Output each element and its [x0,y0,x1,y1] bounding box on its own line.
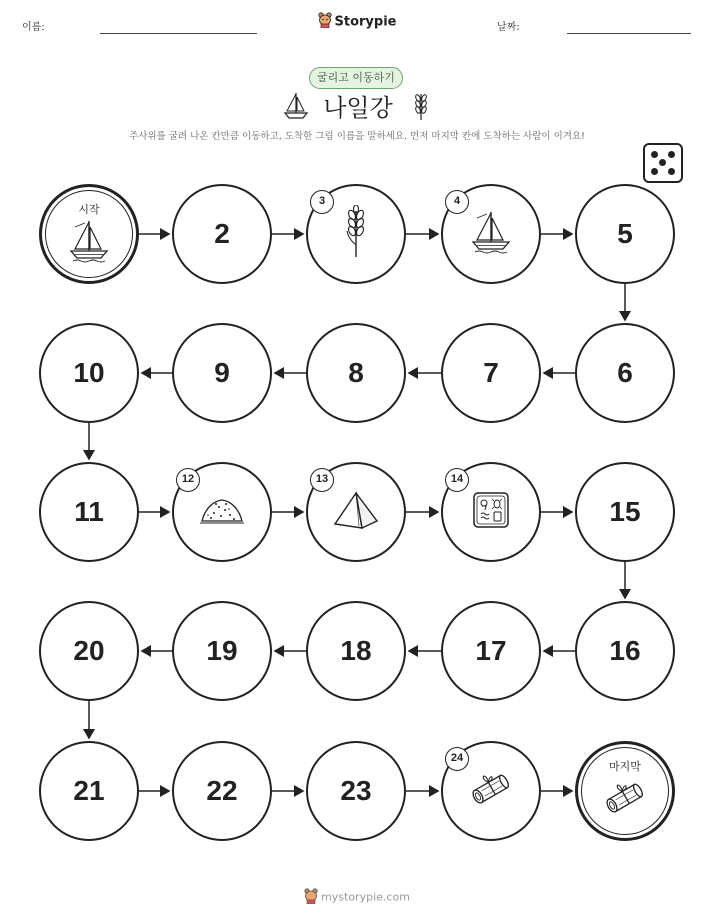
date-label: 날짜: [497,22,520,33]
board-cell-22 [172,741,272,841]
footer [0,888,714,907]
board-cell-21 [39,741,139,841]
name-label: 이름: [22,22,45,33]
cell-label: 마지막 [609,760,641,773]
cell-number: 16 [609,635,641,666]
board-cell-2 [172,184,272,284]
board-cell-17 [441,601,541,701]
board-cell-11 [39,462,139,562]
cell-number: 2 [214,218,230,249]
cell-number: 15 [609,496,641,527]
cell-number-badge: 4 [445,190,469,214]
instructions: 주사위를 굴려 나온 칸만큼 이동하고, 도착한 그림 이름을 말하세요. 먼저 마지막 칸에 도착하는 사람이 이겨요! [129,131,585,142]
hieroglyph-icon [471,490,511,534]
cell-number: 21 [73,775,105,806]
cell-number: 20 [73,635,105,666]
cell-number: 17 [475,635,507,666]
cell-number-badge: 24 [445,747,469,771]
cell-number: 5 [617,218,633,249]
footer-mascot-icon [304,888,318,907]
board-cell-23 [306,741,406,841]
cell-number-badge: 12 [176,468,200,492]
board-cell-6 [575,323,675,423]
cell-number: 19 [206,635,238,666]
cell-number-badge: 14 [445,468,469,492]
cell-number: 9 [214,357,230,388]
board-cell-25 [575,741,675,841]
board-cell-16 [575,601,675,701]
board-cell-5 [575,184,675,284]
cell-number: 22 [206,775,238,806]
board-cell-9 [172,323,272,423]
scroll-icon [468,769,514,813]
cell-number-badge: 3 [310,190,334,214]
cell-number-badge: 13 [310,468,334,492]
board-cell-8 [306,323,406,423]
cell-number: 10 [73,357,105,388]
sand-icon [199,495,245,529]
cell-number: 23 [340,775,372,806]
wheat-icon [341,205,371,263]
board-cell-3 [306,184,406,284]
boat-icon [471,210,511,258]
cell-number: 11 [74,496,104,527]
board-cell-13 [306,462,406,562]
scroll-icon [602,778,648,822]
cell-number: 7 [483,357,499,388]
footer-url: mystorypie.com [321,890,410,904]
brand-name: Storypie [334,14,397,30]
cell-number: 8 [348,357,364,388]
board-cell-1 [39,184,139,284]
board-cell-18 [306,601,406,701]
board-cell-7 [441,323,541,423]
board-cell-19 [172,601,272,701]
cell-number: 6 [617,357,633,388]
cell-label: 시작 [78,203,100,216]
boat-icon [69,219,109,267]
board-cell-20 [39,601,139,701]
board-cell-24 [441,741,541,841]
board-cell-14 [441,462,541,562]
activity-pill: 굴리고 이동하기 [309,67,403,89]
board-cell-12 [172,462,272,562]
cell-number: 18 [340,635,372,666]
board-cell-15 [575,462,675,562]
title-text: 나일강 [323,94,393,122]
board-cell-4 [441,184,541,284]
pyramid-icon [332,490,380,534]
board-cell-10 [39,323,139,423]
